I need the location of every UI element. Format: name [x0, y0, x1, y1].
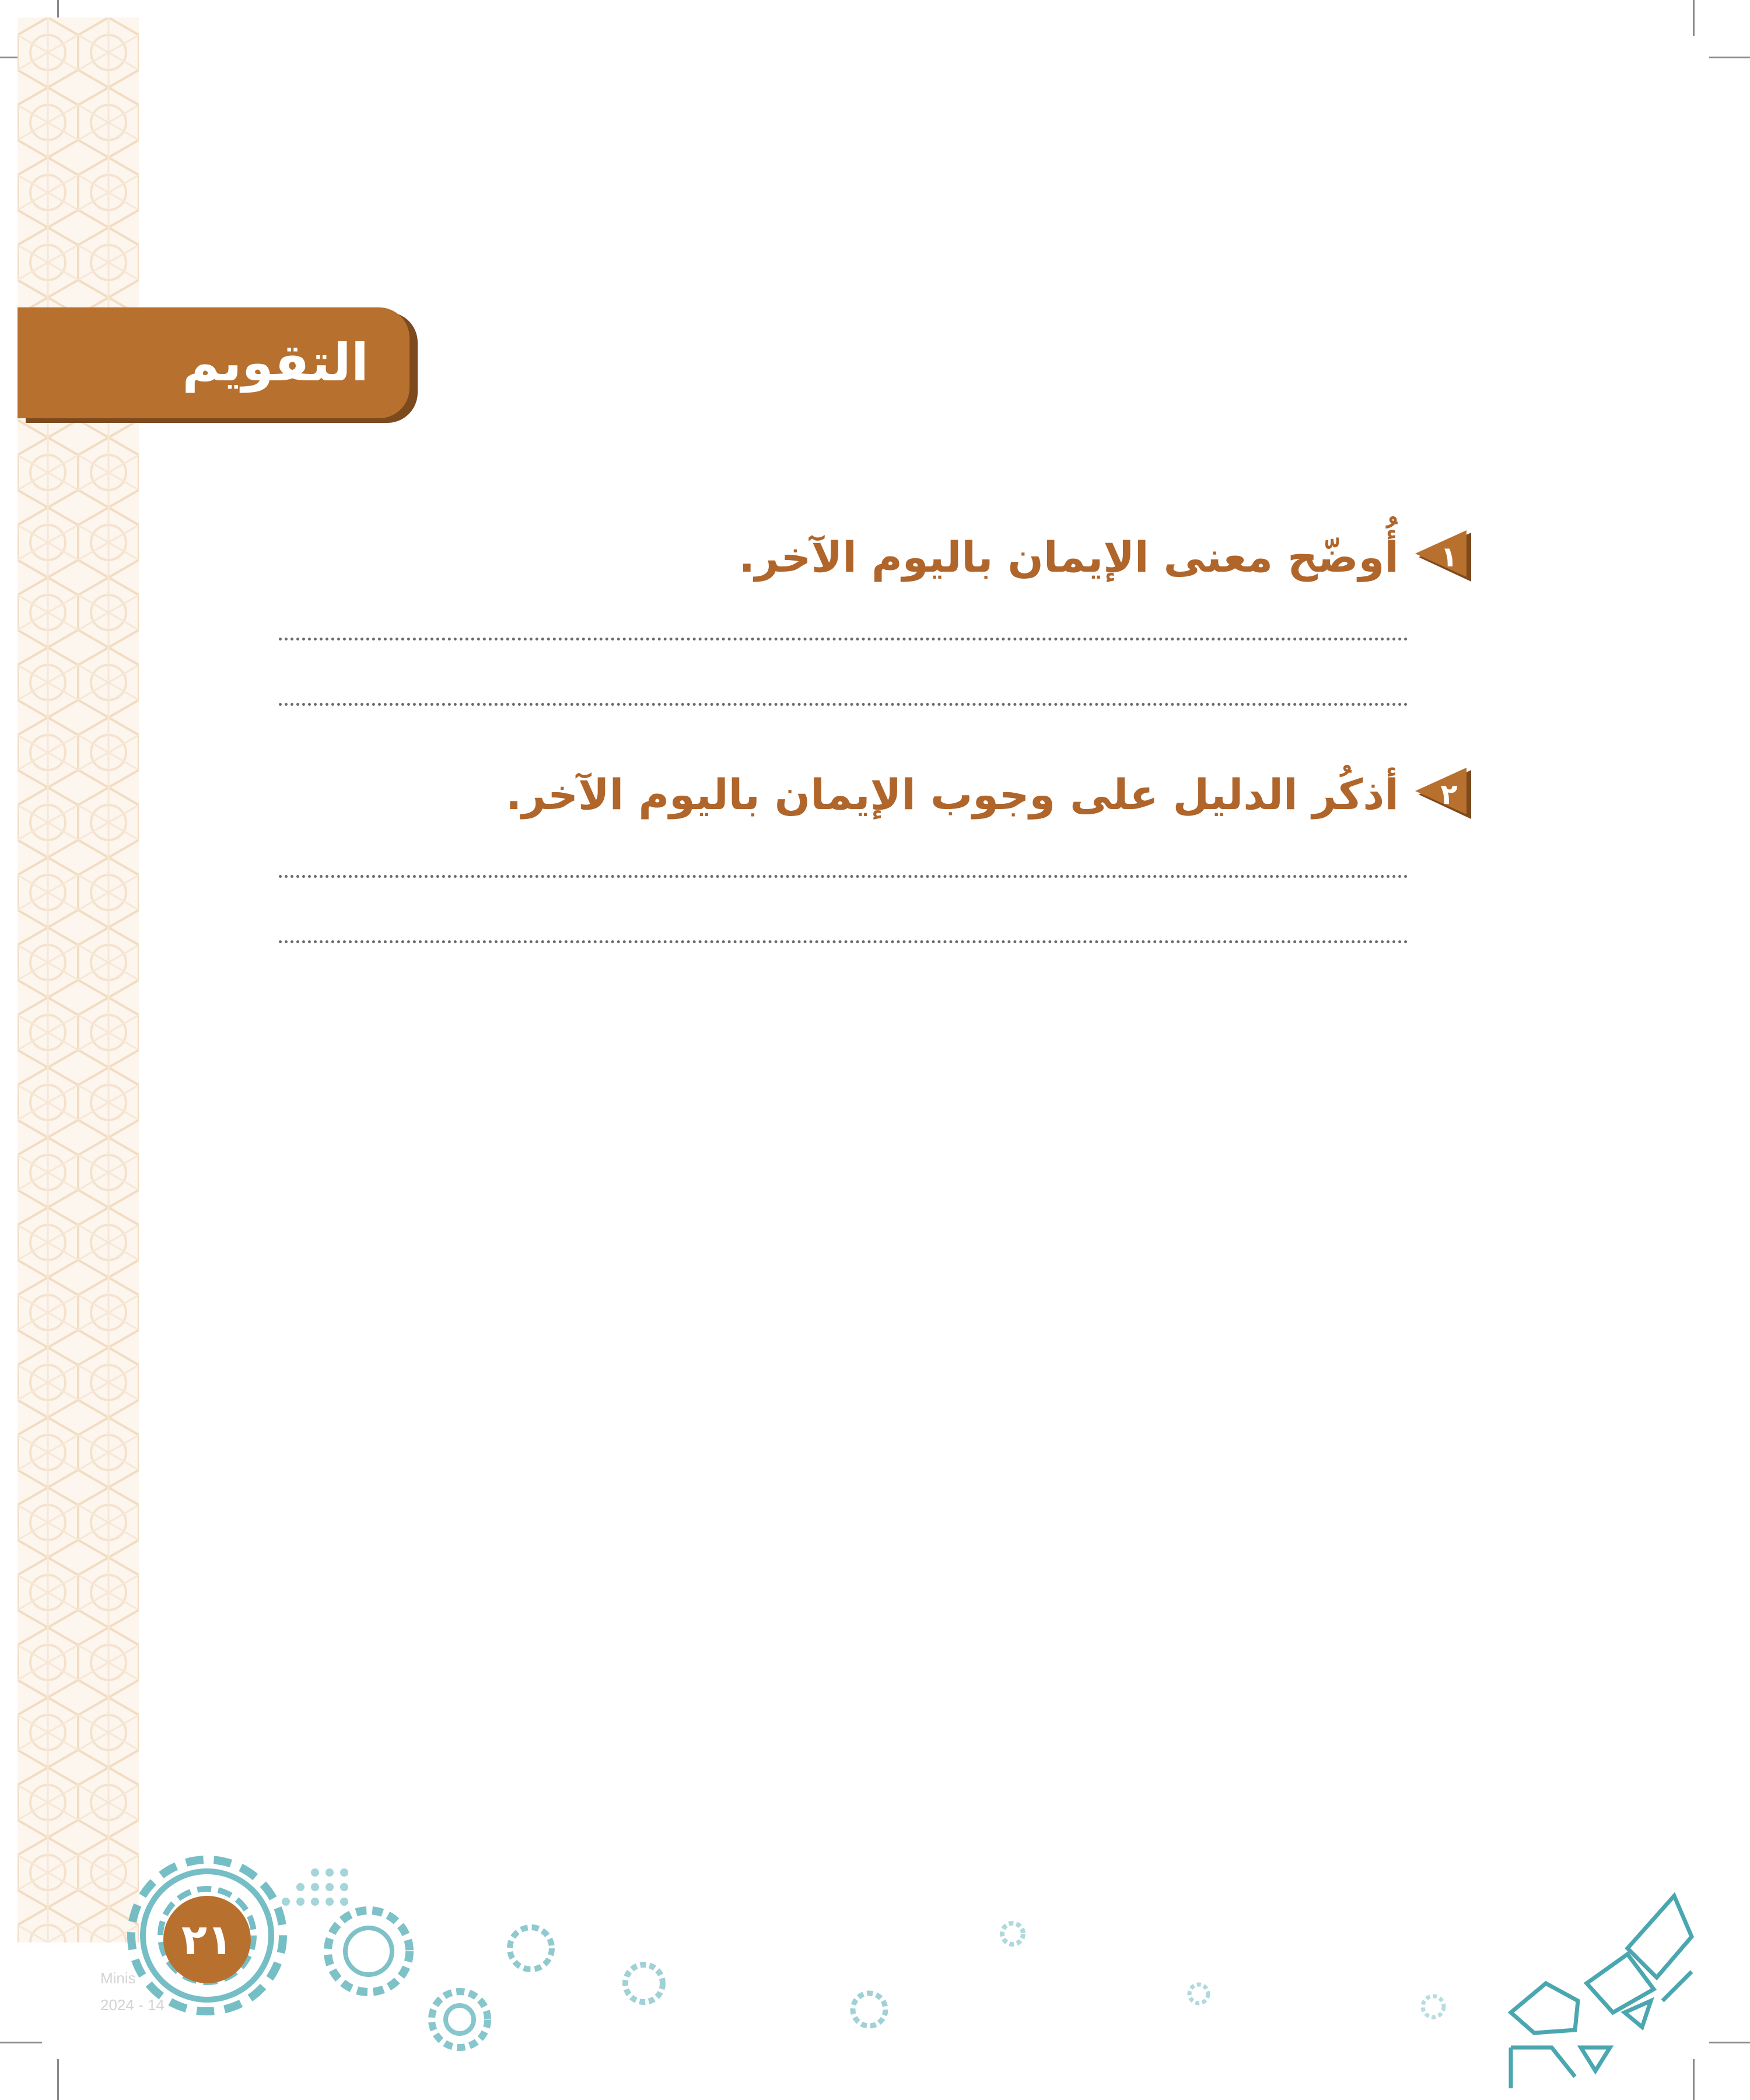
- question-marker-icon: [1413, 528, 1471, 586]
- rosette-icon: [1189, 1985, 1208, 2003]
- question-text: أُوضّح معنى الإيمان باليوم الآخر.: [738, 533, 1399, 582]
- section-title: التقويم: [182, 332, 369, 393]
- rosette-icon: [853, 1993, 886, 2026]
- rosette-icon: [510, 1927, 552, 1969]
- question-number: ١: [1440, 541, 1458, 573]
- crop-mark: [1693, 0, 1695, 36]
- dots-accent-icon: [282, 1868, 348, 1906]
- question-1: [739, 528, 1471, 586]
- rosette-icon: [625, 1965, 663, 2002]
- geometric-corner-icon: [1511, 1896, 1692, 2088]
- footer-ornaments: [0, 1838, 1750, 2100]
- watermark-year: 2024 - 14: [100, 1996, 164, 2014]
- side-border-pattern: [18, 18, 139, 1943]
- crop-mark: [1709, 57, 1750, 58]
- answer-line[interactable]: [279, 875, 1408, 878]
- answer-line[interactable]: [279, 638, 1408, 640]
- watermark-text: Minis: [100, 1969, 136, 1987]
- question-marker-icon: [1413, 765, 1471, 824]
- rosette-icon: [328, 1910, 410, 1992]
- section-header-tab: [18, 307, 410, 418]
- rosette-icon: [432, 1992, 488, 2048]
- answer-line[interactable]: [279, 940, 1408, 943]
- answer-line[interactable]: [279, 703, 1408, 706]
- rosette-icon: [1002, 1923, 1023, 1944]
- question-2: [506, 765, 1471, 824]
- question-number: ٢: [1440, 778, 1458, 811]
- page-number: ٢١: [163, 1896, 251, 1983]
- question-text: أذكُر الدليل على وجوب الإيمان باليوم الآخر.: [505, 770, 1399, 819]
- rosette-icon: [1423, 1996, 1444, 2017]
